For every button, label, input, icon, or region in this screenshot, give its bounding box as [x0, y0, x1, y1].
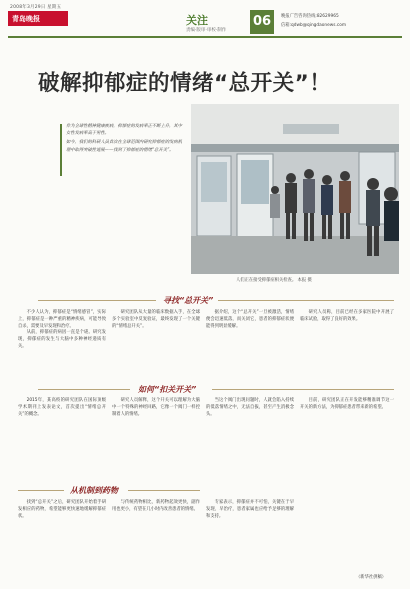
article-column — [206, 500, 294, 520]
header-rule — [8, 36, 402, 38]
section-heading: 寻找“总开关” — [163, 296, 214, 305]
article-column — [300, 398, 394, 412]
article-paragraph: 从前，抑郁症的病因一直是个谜。研究发现，抑郁症的发生与大脑中多种神经递质有关。 — [18, 330, 106, 349]
article-paragraph: 研究人员解释，这个开关可以理解为大脑中一个特殊的神经回路，它像一个阀门一样控制着人的情绪。 — [112, 398, 200, 417]
article-paragraph: 据介绍，这个“总开关”一旦被激活，情绪便会迅速低落，而关闭它，患者的抑郁症状便能得到明显缓解。 — [206, 310, 294, 329]
article-column — [18, 500, 106, 520]
lead-accent-bar — [60, 124, 62, 176]
article-column — [206, 398, 294, 418]
heading-rule — [38, 389, 130, 390]
article-column — [300, 310, 394, 324]
article-column — [112, 398, 200, 418]
lead-text: 如今，我们的科研人员首次在全球范围内研究抑郁症的发病机理中取得突破性进展——找到了抑郁症的情绪“总开关”。 — [66, 140, 183, 153]
newspaper-logo: 青岛晚报 — [8, 11, 68, 26]
issue-date: 2008年3月29日 星期五 — [10, 5, 62, 10]
heading-rule — [38, 300, 156, 301]
lead-paragraph — [66, 123, 186, 154]
lead-text: 作为全球性精神健康疾病，抑郁症的发病率正不断上升，其中女性发病率高于男性。 — [66, 124, 183, 137]
section-heading: 如何“扣关开关” — [138, 385, 197, 394]
exhibition-photo-illustration — [191, 104, 399, 274]
news-photo — [191, 104, 399, 274]
article-paragraph: 当这个阀门出现问题时，人就会陷入持续的低落情绪之中，无法自拔，甚至产生消极念头。 — [206, 398, 294, 417]
article-paragraph: 与传统药物相比，新药物起效更快，副作用也更小，有望在几小时内改善患者的情绪。 — [112, 500, 200, 512]
article-paragraph: 不少人认为，抑郁症是“情绪感冒”，实际上，抑郁症是一种严重的精神疾病，可能导致自杀，需要及早发现和治疗。 — [18, 310, 106, 329]
heading-rule — [18, 490, 64, 491]
article-paragraph: 研究人员称，目前已经在多家医院中开展了临床试验，取得了良好的效果。 — [300, 310, 394, 322]
header-contact — [281, 12, 346, 30]
section-editors: 责编·版审·审校·制作 — [186, 28, 227, 33]
article-column — [112, 310, 200, 330]
article-paragraph: 专家表示，抑郁症并不可怕，关键在于早发现、早治疗，患者家属也应给予足够的理解和支持。 — [206, 500, 294, 519]
photo-caption: 人们正在接受抑郁症相关检查。 本报 摄 — [236, 278, 312, 283]
article-column — [18, 310, 106, 351]
article-paragraph: 2015年，某高校的研究团队在国际顶级学术期刊上发表论文，首次提出“情绪总开关”的概念。 — [18, 398, 106, 417]
article-paragraph: 找到“总开关”之后，研究团队开始着手研发相应的药物，希望能够更快速地缓解抑郁症状。 — [18, 500, 106, 519]
ad-hotline: 晚报广告咨询热线:82629965 — [281, 14, 339, 19]
article-column — [18, 398, 106, 418]
heading-rule — [218, 300, 394, 301]
section-title: 关注 — [186, 14, 208, 27]
article-column — [206, 310, 294, 330]
article-column — [112, 500, 200, 514]
main-headline: 破解抑郁症的情绪“总开关”！ — [38, 71, 332, 96]
heading-rule — [212, 389, 394, 390]
section-heading: 从机制到药物 — [70, 486, 118, 495]
heading-rule — [128, 490, 200, 491]
page-number: 06 — [250, 10, 274, 34]
article-paragraph: 研究团队从大量的临床数据入手，在全球多个实验室中反复验证，最终发现了一个关键的“情绪总开关”。 — [112, 310, 200, 329]
source-credit: （新华社供稿） — [356, 575, 387, 580]
article-paragraph: 目前，研究团队正在开发能够精准调节这一开关的新方法，为抑郁症患者带来新的希望。 — [300, 398, 394, 410]
contact-email: 信箱:qdwb@qingdaonews.com — [281, 23, 347, 28]
